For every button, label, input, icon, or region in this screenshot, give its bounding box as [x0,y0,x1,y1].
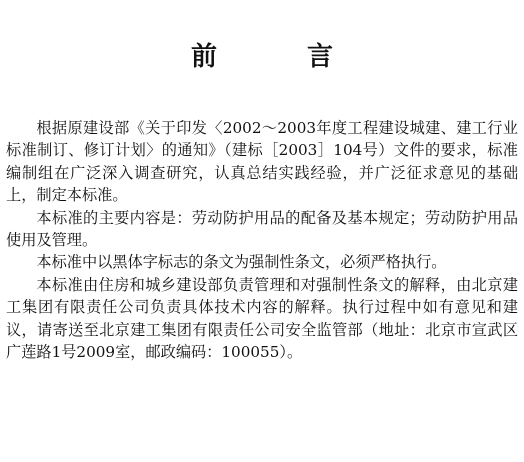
paragraph-mandatory-clauses: 本标准中以黑体字标志的条文为强制性条文，必须严格执行。 [36,253,447,272]
page-title: 前 言 [190,42,365,72]
paragraph-background: 根据原建设部《关于印发〈2002～2003年度工程建设城建、建工行业标准制订、修订计划〉的通知》（建标［2003］104号）文件的要求，标准编制组在广泛深入调查研究，认真总结实践经验，并广泛征求意见的基础上，制定本标准。 [6,119,518,205]
paragraph-main-content: 本标准的主要内容是：劳动防护用品的配备及基本规定；劳动防护用品使用及管理。 [6,208,518,250]
paragraph-management-contact: 本标准由住房和城乡建设部负责管理和对强制性条文的解释，由北京建工集团有限责任公司负责具体技术内容的解释。执行过程中如有意见和建议，请寄送至北京建工集团有限责任公司安全监管部（地址：北京市宣武区广莲路1号2009室，邮政编码：100055）。 [6,275,518,362]
body-text [6,117,518,363]
